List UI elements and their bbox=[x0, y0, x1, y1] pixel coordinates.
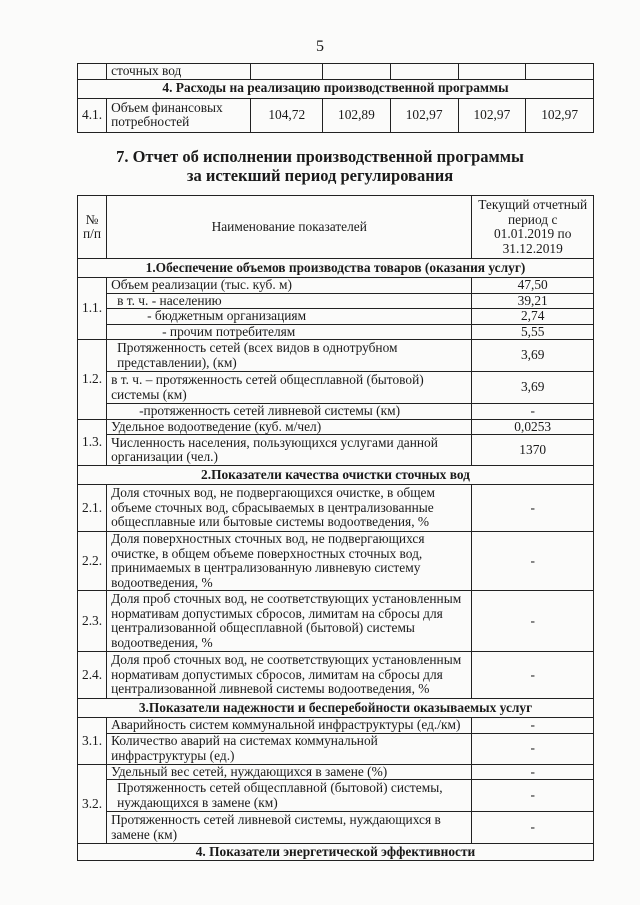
section-header-row bbox=[78, 699, 594, 718]
section-title-line-1: 7. Отчет об исполнении производственной программы bbox=[116, 147, 524, 166]
indicator-value: - bbox=[472, 591, 594, 652]
row-number: 3.1. bbox=[78, 718, 107, 765]
section-header: 2.Показатели качества очистки сточных вод bbox=[78, 466, 594, 485]
indicator-name: Объем реализации (тыс. куб. м) bbox=[107, 278, 472, 294]
indicator-value: - bbox=[472, 652, 594, 699]
indicator-value: - bbox=[472, 780, 594, 812]
report-table bbox=[77, 195, 594, 861]
expenses-table bbox=[77, 63, 594, 133]
indicator-value: 3,69 bbox=[472, 372, 594, 404]
table-row bbox=[78, 591, 594, 652]
table-row bbox=[78, 652, 594, 699]
header-number: № п/п bbox=[78, 196, 107, 259]
indicator-name: Доля проб сточных вод, не соответствующих установленным нормативам допустимых сбросов, лимитам на сбросы для централизованной общесплавной (бытовой) системы водоотведения, % bbox=[107, 591, 472, 652]
row-number: 3.2. bbox=[78, 764, 107, 844]
indicator-value: 39,21 bbox=[472, 293, 594, 309]
table-row bbox=[78, 324, 594, 340]
indicator-name: Протяженность сетей ливневой системы, нуждающихся в замене (км) bbox=[107, 812, 472, 844]
table-row bbox=[78, 64, 594, 80]
indicator-value: 47,50 bbox=[472, 278, 594, 294]
section-header-row bbox=[78, 259, 594, 278]
table-row bbox=[78, 532, 594, 591]
table-row bbox=[78, 435, 594, 466]
header-period: Текущий отчетный период с 01.01.2019 по 31.12.2019 bbox=[472, 196, 594, 259]
row-number: 1.1. bbox=[78, 278, 107, 340]
indicator-name: Удельный вес сетей, нуждающихся в замене (%) bbox=[107, 764, 472, 780]
section-header-row bbox=[78, 844, 594, 861]
row-text: сточных вод bbox=[107, 64, 251, 80]
section-header: 1.Обеспечение объемов производства товаров (оказания услуг) bbox=[78, 259, 594, 278]
indicator-value: 1370 bbox=[472, 435, 594, 466]
table-row bbox=[78, 780, 594, 812]
table-row bbox=[78, 764, 594, 780]
indicator-name: в т. ч. - населению bbox=[107, 293, 472, 309]
table-row bbox=[78, 404, 594, 420]
table-row bbox=[78, 98, 594, 132]
value-cell: 102,97 bbox=[458, 98, 526, 132]
section-title bbox=[0, 147, 640, 185]
indicator-name: Численность населения, пользующихся услугами данной организации (чел.) bbox=[107, 435, 472, 466]
indicator-value: - bbox=[472, 733, 594, 764]
indicator-name: Доля сточных вод, не подвергающихся очистке, в общем объеме сточных вод, сбрасываемых в централизованные общесплавные или бытовые системы водоотведения, % bbox=[107, 485, 472, 532]
page-number: 5 bbox=[316, 38, 324, 55]
section-header: 4. Показатели энергетической эффективности bbox=[78, 844, 594, 861]
value-cell: 104,72 bbox=[251, 98, 323, 132]
table-row bbox=[78, 293, 594, 309]
section-header: 3.Показатели надежности и бесперебойности оказываемых услуг bbox=[78, 699, 594, 718]
indicator-name: - бюджетным организациям bbox=[107, 309, 472, 325]
table-row bbox=[78, 485, 594, 532]
header-name: Наименование показателей bbox=[107, 196, 472, 259]
row-number: 4.1. bbox=[78, 98, 107, 132]
indicator-name: - прочим потребителям bbox=[107, 324, 472, 340]
row-name: Объем финансовых потребностей bbox=[107, 98, 251, 132]
indicator-value: - bbox=[472, 812, 594, 844]
value-cell: 102,89 bbox=[323, 98, 391, 132]
indicator-name: Протяженность сетей (всех видов в однотрубном представлении), (км) bbox=[107, 340, 472, 372]
indicator-value: - bbox=[472, 764, 594, 780]
indicator-name: -протяженность сетей ливневой системы (км) bbox=[107, 404, 472, 420]
indicator-name: в т. ч. – протяженность сетей общесплавной (бытовой) системы (км) bbox=[107, 372, 472, 404]
row-number: 2.3. bbox=[78, 591, 107, 652]
indicator-name: Количество аварий на системах коммунальной инфраструктуры (ед.) bbox=[107, 733, 472, 764]
indicator-value: - bbox=[472, 718, 594, 734]
section-header-row bbox=[78, 466, 594, 485]
table-row bbox=[78, 419, 594, 435]
indicator-name: Аварийность систем коммунальной инфраструктуры (ед./км) bbox=[107, 718, 472, 734]
table-row bbox=[78, 812, 594, 844]
indicator-name: Доля проб сточных вод, не соответствующих установленным нормативам допустимых сбросов, лимитам на сбросы для централизованной ливневой системы водоотведения, % bbox=[107, 652, 472, 699]
indicator-value: 5,55 bbox=[472, 324, 594, 340]
indicator-value: - bbox=[472, 532, 594, 591]
section-title-line-2: за истекший период регулирования bbox=[186, 166, 454, 185]
section-header: 4. Расходы на реализацию производственной программы bbox=[78, 79, 594, 98]
row-number: 2.4. bbox=[78, 652, 107, 699]
row-number: 2.2. bbox=[78, 532, 107, 591]
table-row bbox=[78, 718, 594, 734]
indicator-value: - bbox=[472, 404, 594, 420]
row-number: 1.3. bbox=[78, 419, 107, 466]
table-row bbox=[78, 340, 594, 372]
table-row bbox=[78, 733, 594, 764]
indicator-name: Удельное водоотведение (куб. м/чел) bbox=[107, 419, 472, 435]
header-row bbox=[78, 196, 594, 259]
indicator-value: 0,0253 bbox=[472, 419, 594, 435]
indicator-name: Протяженность сетей общесплавной (бытовой) системы, нуждающихся в замене (км) bbox=[107, 780, 472, 812]
value-cell: 102,97 bbox=[390, 98, 458, 132]
value-cell: 102,97 bbox=[526, 98, 594, 132]
indicator-value: 3,69 bbox=[472, 340, 594, 372]
indicator-value: - bbox=[472, 485, 594, 532]
table-row bbox=[78, 372, 594, 404]
table-row bbox=[78, 309, 594, 325]
indicator-name: Доля поверхностных сточных вод, не подвергающихся очистке, в общем объеме поверхностных сточных вод, принимаемых в централизованную ливневую систему водоотведения, % bbox=[107, 532, 472, 591]
table-row bbox=[78, 278, 594, 294]
row-number: 2.1. bbox=[78, 485, 107, 532]
row-number: 1.2. bbox=[78, 340, 107, 420]
indicator-value: 2,74 bbox=[472, 309, 594, 325]
section-header-row bbox=[78, 79, 594, 98]
